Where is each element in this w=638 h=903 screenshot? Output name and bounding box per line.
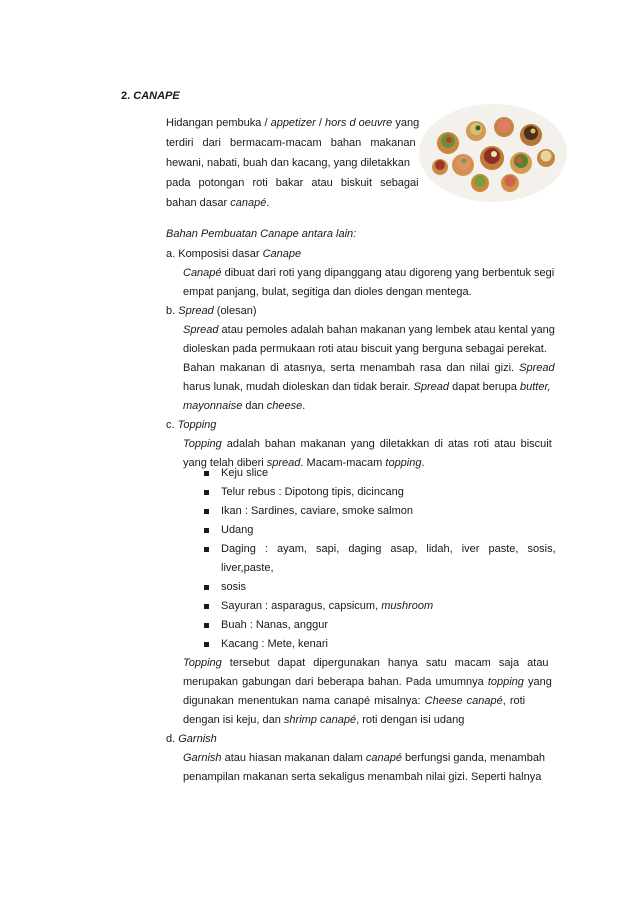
item-c-after-4: dengan isi keju, dan shrimp canapé, roti dengan isi udang <box>183 714 465 726</box>
list-item: Keju slice <box>221 467 269 479</box>
bullet-icon <box>204 509 209 514</box>
bullet-icon <box>204 604 209 609</box>
item-c-after-3: digunakan menentukan nama canapé misalnya: Cheese canapé, roti <box>183 695 526 707</box>
section-heading <box>121 89 180 103</box>
item-b-line-2: dioleskan pada permukaan roti atau biscuit yang berguna sebagai perekat. <box>183 343 547 355</box>
section-number: 2. <box>121 90 131 102</box>
intro-line-3: hewani, nabati, buah dan kacang, yang diletakkan <box>166 157 411 169</box>
item-b-line-4: harus lunak, mudah dioleskan dan tidak berair. Spread dapat berupa butter, <box>183 381 551 393</box>
materials-heading: Bahan Pembuatan Canape antara lain: <box>166 228 357 240</box>
bullet-icon <box>204 623 209 628</box>
list-item: Udang <box>221 524 254 536</box>
item-d-line-1: Garnish atau hiasan makanan dalam canapé berfungsi ganda, menambah <box>183 752 546 764</box>
list-item: sosis <box>221 581 247 593</box>
intro-line-5: bahan dasar canapé. <box>166 197 270 209</box>
bullet-icon <box>204 471 209 476</box>
item-c-after-1: Topping tersebut dapat dipergunakan hanya satu macam saja atau <box>183 657 549 669</box>
list-item: Ikan : Sardines, caviare, smoke salmon <box>221 505 413 517</box>
bullet-icon <box>204 528 209 533</box>
list-item: Buah : Nanas, anggur <box>221 619 329 631</box>
bullet-icon <box>204 642 209 647</box>
item-b-line-5: mayonnaise dan cheese. <box>183 400 306 412</box>
item-a-line-1: Canapé dibuat dari roti yang dipanggang atau digoreng yang berbentuk segi <box>183 267 555 279</box>
intro-line-2: terdiri dari bermacam-macam bahan makanan <box>166 137 416 149</box>
item-d-label: d. Garnish <box>166 733 217 745</box>
intro-line-1: Hidangan pembuka / appetizer / hors d oeuvre yang <box>166 117 420 129</box>
bullet-icon <box>204 490 209 495</box>
list-item-continuation: liver,paste, <box>221 562 274 574</box>
item-b-line-1: Spread atau pemoles adalah bahan makanan yang lembek atau kental yang <box>183 324 555 336</box>
list-item: Sayuran : asparagus, capsicum, mushroom <box>221 600 434 612</box>
item-c-line-1: Topping adalah bahan makanan yang diletakkan di atas roti atau biscuit <box>183 438 552 450</box>
bullet-icon <box>204 547 209 552</box>
item-c-after-2: merupakan gabungan dari beberapa bahan. Pada umumnya topping yang <box>183 676 552 688</box>
item-c-line-2: yang telah diberi spread. Macam-macam topping. <box>183 457 425 469</box>
item-a-line-2: empat panjang, bulat, segitiga dan dioles dengan mentega. <box>183 286 472 298</box>
intro-line-4: pada potongan roti bakar atau biskuit sebagai <box>166 177 419 189</box>
list-item: Telur rebus : Dipotong tipis, dicincang <box>221 486 404 498</box>
canape-platter-photo <box>418 103 568 203</box>
item-c-label: c. Topping <box>166 419 217 431</box>
item-a-label: a. Komposisi dasar Canape <box>166 248 302 260</box>
canape-image <box>418 103 568 203</box>
list-item: Daging : ayam, sapi, daging asap, lidah, iver paste, sosis, <box>221 543 556 555</box>
bullet-icon <box>204 585 209 590</box>
item-b-line-3: Bahan makanan di atasnya, serta menambah rasa dan nilai gizi. Spread <box>183 362 555 374</box>
list-item: Kacang : Mete, kenari <box>221 638 329 650</box>
item-b-label: b. Spread (olesan) <box>166 305 257 317</box>
section-title: CANAPE <box>133 90 180 102</box>
item-d-line-2: penampilan makanan serta sekaligus menambah nilai gizi. Seperti halnya <box>183 771 542 783</box>
